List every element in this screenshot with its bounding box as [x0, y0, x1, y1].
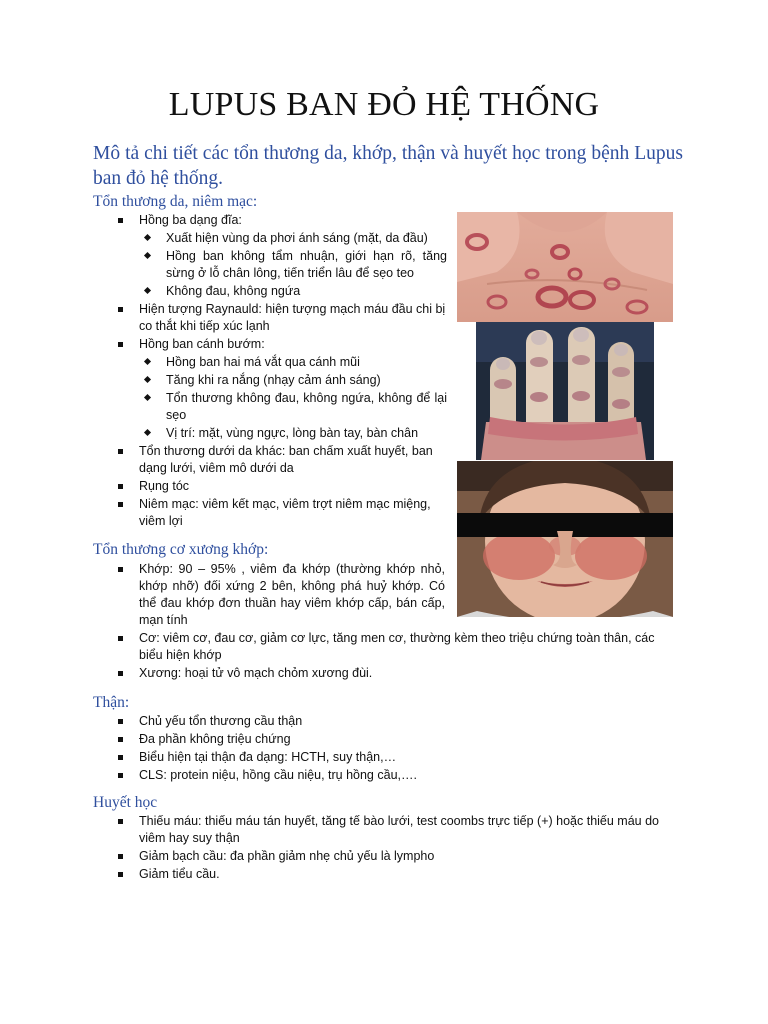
list-item: Tăng khi ra nắng (nhạy cảm ánh sáng)	[115, 372, 447, 389]
list-item: Tổn thương không đau, không ngứa, không để lại sẹo	[115, 390, 447, 424]
list-item: Khớp: 90 – 95% , viêm đa khớp (thường khớp nhỏ, khớp nhỡ) đối xứng 2 bên, không phá huỷ khớp. Có thể đau khớp đơn thuần hay viêm khớp cấp, bán cấp, mạn tính	[115, 561, 445, 629]
neck-discoid-rash-photo	[457, 212, 673, 322]
list-item: Hồng ban hai má vắt qua cánh mũi	[115, 354, 447, 371]
page-subtitle: Mô tả chi tiết các tổn thương da, khớp, thận và huyết học trong bệnh Lupus ban đỏ hệ thống.	[93, 143, 683, 189]
list-item: Rụng tóc	[115, 478, 447, 495]
list-item: Hồng ban không tẩm nhuận, giới hạn rõ, tăng sừng ở lỗ chân lông, tiến triển lâu để sẹo teo	[115, 248, 447, 282]
section-heading-joint: Tổn thương cơ xương khớp:	[93, 541, 269, 558]
butterfly-rash-face-photo	[457, 461, 673, 617]
list-item: Niêm mạc: viêm kết mạc, viêm trợt niêm mạc miệng, viêm lợi	[115, 496, 447, 530]
list-item: Đa phần không triệu chứng	[115, 731, 675, 748]
blood-list	[115, 813, 675, 884]
page-title: LUPUS BAN ĐỎ HỆ THỐNG	[168, 86, 600, 123]
list-item: Cơ: viêm cơ, đau cơ, giảm cơ lực, tăng men cơ, thường kèm theo triệu chứng toàn thân, các biểu hiện khớp	[115, 630, 675, 664]
section-heading-skin: Tổn thương da, niêm mạc:	[93, 193, 258, 210]
list-item: Hồng ban cánh bướm:	[115, 336, 447, 353]
list-item: CLS: protein niệu, hồng cầu niệu, trụ hồng cầu,….	[115, 767, 675, 784]
list-item: Không đau, không ngứa	[115, 283, 447, 300]
list-item: Xuất hiện vùng da phơi ánh sáng (mặt, da đầu)	[115, 230, 447, 247]
skin-list	[115, 212, 447, 531]
kidney-list	[115, 713, 675, 785]
list-item: Hiện tượng Raynauld: hiện tượng mạch máu đầu chi bị co thắt khi tiếp xúc lạnh	[115, 301, 447, 335]
list-item: Thiếu máu: thiếu máu tán huyết, tăng tế bào lưới, test coombs trực tiếp (+) hoặc thiếu máu do viêm hay suy thận	[115, 813, 675, 847]
list-item: Chủ yếu tổn thương cầu thận	[115, 713, 675, 730]
list-item: Giảm tiểu cầu.	[115, 866, 675, 883]
list-item: Xương: hoại tử vô mạch chỏm xương đùi.	[115, 665, 675, 682]
list-item: Tổn thương dưới da khác: ban chấm xuất huyết, ban dạng lưới, viêm mô dưới da	[115, 443, 447, 477]
list-item: Hồng ba dạng đĩa:	[115, 212, 447, 229]
list-item: Giảm bạch cầu: đa phần giảm nhẹ chủ yếu là lympho	[115, 848, 675, 865]
raynaud-fingers-photo	[476, 322, 654, 460]
section-heading-kidney: Thận:	[93, 694, 130, 711]
section-heading-blood: Huyết học	[93, 794, 158, 811]
list-item: Biểu hiện tại thận đa dạng: HCTH, suy thận,…	[115, 749, 675, 766]
list-item: Vị trí: mặt, vùng ngực, lòng bàn tay, bàn chân	[115, 425, 447, 442]
